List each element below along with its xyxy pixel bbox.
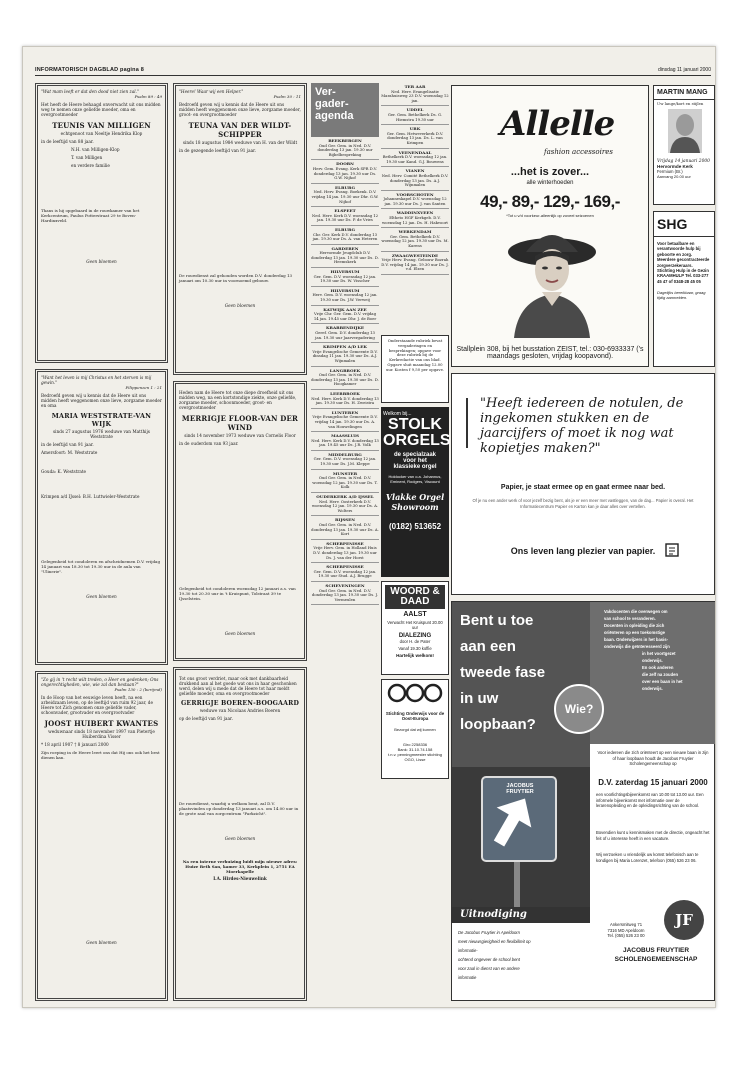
notice-lead: Bedroefd geven wij u kennis dat de Heere uit ons midden heeft weggenomen onze lieve, zorgzame moeder, groot- en overgrootmoeder [179,102,301,117]
ad-line: voor het [403,458,427,464]
death-notice-boeren [173,667,307,1001]
notice-body: Gelegenheid tot condoleren en afscheidnemen D.V. vrijdag 14 januari van 18.30 tot 19.30 uur in de aula van "Ulinerie". [41,559,161,574]
agenda-place: LUNTEREN [331,409,359,415]
agenda-details: Ned. Herv. Kerk D.V. donderdag 13 jan. 19.30 uur Ds. H. Zweistra [311,395,379,406]
agenda-details: Geref. Gem. D.V. donderdag 13 jan. 19.30 uur Jaarvergadering [315,330,375,340]
agenda-details: Oud Ger. Gem. in Ned. D.V. donderdag 13 jan. 19.30 uur Ds. J. Vermeulen [311,587,379,602]
agenda-place: UDDEL [406,107,424,113]
agenda-title [311,83,379,137]
notice-sub: sinds 27 augustus 1976 weduwe van Matthijs Weststrate [53,429,150,439]
agenda-details: Herv. Gem. D.V. woensdag 12 jan. 19.30 uur Ds. J.W. Verweij [312,292,378,303]
ad-brand: WOORD & DAAD [385,585,445,609]
ad-line: Stichting Onderwijs voor de Oost-Europa [385,711,445,721]
target-group-panel [590,602,716,744]
stolk-orgels-ad [381,407,449,577]
notice-lead: Het heeft de Heere behaagd onverwacht uit ons midden weg te nemen onze geliefde moeder, oma en overgrootmoeder [41,102,161,117]
address-line: Tel. (055) 526 23 00 [607,933,645,938]
agenda-title-line: Ver- [315,86,336,98]
agenda-place: RIJSSEN [335,517,355,523]
allelle-logo: Allelle [500,104,615,144]
school-name [596,946,716,964]
career-question-panel [452,602,590,767]
agenda-entry [311,268,379,287]
agenda-entry [311,493,379,516]
agenda-entry [311,306,379,325]
agenda-place: HILVERSUM [330,269,360,275]
shg-body: Voor betaalbare en verantwoorde hulp bij geboorte en zorg. Meerdere gecontracteerde zorgverzekeraars. Stichting Hulp in de Gezin KRAAMHULP Tel. 033-277 45 47 of 0348-28 45 05 [657,241,710,284]
agenda-place: LEERBROEK [330,390,360,396]
allelle-tagline-2: alle winterhoeden [526,180,574,186]
big-line: tweede fase [460,664,546,681]
agenda-place: KRABBENDIJKE [326,325,364,331]
allelle-smallprint: *Tot u v/d voorkeur-alleenlijk op zoveel seizoenen [506,213,594,218]
address-line: 7316 MD Apeldoorn [607,927,645,933]
death-notice-milligen [35,83,168,363]
agenda-place: HILVERSUM [330,287,360,293]
ad-line: Hartelijk welkom! [396,653,434,658]
agenda-entry [311,451,379,470]
notice-signoff: Geen bloemen [224,631,256,636]
martin-place-2: Fermium (Br.) [657,169,683,174]
agenda-entry [311,563,379,582]
target-group-line: in het voortgezet [642,651,676,656]
notice-age: in de leeftijd van 88 jaar. [41,139,94,144]
target-group-line: En ook anderen [642,665,674,670]
jacobus-fruytier-ad [451,601,715,1001]
agenda-entry [381,191,449,210]
school-address [596,922,656,939]
portrait-photo [668,109,702,153]
agenda-details: Chr. Ger. Kerk D.V. donderdag 13 jan. 19.30 uur Ds. A. van Heteren [312,231,378,242]
big-line: aan een [460,638,516,655]
family-line: Gouda: K. Weststrate [41,469,87,474]
notice-name: GERRIGJE BOEREN-BOOGAARD [180,700,300,707]
agenda-entry [311,207,379,226]
invitation-line: informatie- [458,948,478,953]
agenda-details: Oud Ger. Gem. in Ned. D.V. donderdag 13 jan. 19.30 uur Ds. A. Kort [311,522,379,537]
pen-icon [466,398,478,448]
death-notice-floor [173,381,307,661]
notice-quote: "Wat mam leeft er dat den dood niet zien zal." [41,89,139,94]
invitation-line: informatie [458,975,477,980]
agenda-place: DOORN [336,161,354,167]
invitation-banner: Uitnodiging [452,907,590,923]
agenda-place: KATWIJK AAN ZEE [323,306,367,312]
agenda-details: Eltheto HGF Kerkgeb. D.V. woensdag 12 jan. Ds. H. Hakvoort [382,215,448,225]
notice-signoff: Geen bloemen [224,836,256,841]
agenda-title-line: agenda [315,110,354,122]
notice-signoff: Geen bloemen [86,594,117,599]
ad-line: Vanaf 19.30 koffie [398,646,432,651]
martin-sub: Uw lange/kort en stijlen [657,101,704,106]
agenda-list [311,137,379,605]
agenda-details: Herv. Gem. Evang. Kerk SPR D.V. donderdag 13 jan. 19.30 uur Ds. G.W. Nijhof [312,165,378,181]
martin-time: Aanvang 20.00 uur [657,174,691,179]
agenda-place: ELSPEET [334,208,356,214]
notice-signoff: Geen bloemen [86,940,117,945]
ad-phone: (0182) 513652 [388,522,442,531]
notice-body: Zijn roeping in de Heere leert ons dat Hij ons ook het best dienen kan. [41,750,160,760]
notice-age: in de gezegende leeftijd van 91 jaar. [179,148,256,153]
woman-in-hat-photo [504,222,600,338]
agenda-place: GARDEREN [331,245,359,251]
agenda-place: MAASSLUIS [331,433,359,439]
papier-body: Of je nu een ander werk of voor jezelf bezig bent, als je er een meer met vastleggen, van de dag... Papier is overal. Het Informatiecentrum Papier en Karton kan je daar alles over vertellen. [472,498,694,509]
death-notice-vanderwildt [173,83,307,375]
agenda-details: Oud Ger. Gem. in Ned. D.V. donderdag 13 jan. 19.30 uur Ds. D. Hoogkamer [311,372,379,387]
agenda-details: Hervormde Jeugdclub D.V. donderdag 13 jan. 19.30 uur Ds. D. Heemskerk [311,250,379,265]
ad-line: Welkom bij... [383,411,412,417]
school-name-line: JACOBUS FRUYTIER [622,947,690,954]
allelle-prices: 49,- 89,- 129,- 169,- [480,192,620,211]
agenda-entry [311,582,379,605]
family-line: Amersfoort: M. Weststrate [41,450,98,455]
header-rule [35,75,711,76]
agenda-place: OUDERKERK A/D IJSSEL [316,494,374,500]
wie-badge: Wie? [554,684,604,734]
notice-name: TEUNIS VAN MILLIGEN [52,121,151,130]
address-notice: Na een interne verhuizing luidt mijn nieuwe adres: Huize Beth San, kamer 33, Kerkplein 1, 2751 EA Moerkapelle [182,859,298,874]
agenda-place: VIANEN [405,168,425,174]
ogo-logo-icon [385,683,445,703]
agenda-place: WADDINXVEEN [396,210,434,216]
notice-quote: "Want het leven is mij Christus en het sterven is mij gewin." [41,375,152,385]
newspaper-page [22,46,716,1008]
ad-line: t.n.v. penningmeester stichting OGO, Lisse [388,752,442,762]
martin-mans-ad [653,85,715,205]
target-group-line: onderwijs. [642,686,663,691]
family-line: Krimpen a/d IJssel: B.H. Luttwieler-Weststrate [41,494,140,499]
agenda-notice: Onderstaande rubriek bevat vergaderingen en besprekingen; opgave voor deze rubriek bij de Kerkredactie van ons blad. Opgave sluit maandag 12.00 uur. Kosten f 9,50 per opgave. [381,335,449,403]
agenda-entry [311,516,379,539]
road-sign-photo [452,767,590,907]
target-group-line: die zelf na zouden [642,672,679,677]
agenda-entry [381,167,449,190]
ad-line: Holdocker van o.a. Johannus, Eminent, Rodgers, Viscount [388,474,442,484]
notice-sub: echtgenoot van Neeltje Hendrika Klop [60,131,143,136]
notice-quote-ref: Filippenzen 1 : 21 [125,385,162,390]
agenda-details: Ger. Gem. Bethelkerk D.V. woensdag 12 jan. 19.30 uur Ds. M. Karens [381,233,449,249]
allelle-ad [451,85,649,367]
agenda-entry [311,226,379,245]
sign-text: FRUYTIER [506,789,534,795]
agenda-entry [311,287,379,306]
info-lead: Voor iedereen die zich oriënteert op een nieuwe baan in zijn of haar loopbaan houdt de Jacobus Fruytier Scholengemeenschap op [597,750,709,766]
notice-age: in de leeftijd van 91 jaar. [41,442,94,447]
page-header-left: INFORMATORISCH DAGBLAD pagina 8 [35,67,144,73]
info-body-3: Wij verzoeken u vriendelijk uw komst telefonisch aan te kondigen bij Maria Lorenzet, telefoon (055) 526 23 06. [596,852,699,863]
allelle-tagline: ...het is zover... [510,166,590,178]
agenda-details: Ned. Herv. Evangelisatie Marahuisweg 23 D.V. woensdag 12 jan. [381,88,449,103]
agenda-entry [311,390,379,409]
notice-lead: Tot ons groot verdriet, maar ook met dankbaarheid drukkend aan al het goede wat ons in haar geschonken werd, delen wij u mede dat de Heere tot haar meldt geliefde moeder, oma en overgrootmoeder [179,676,297,696]
notice-body: De rouwdienst zal gehouden worden D.V. donderdag 13 januari om 10.30 uur in voornoemd gebouw. [179,273,293,283]
notice-body: Gelegenheid tot condoleren woensdag 12 januari a.s. van 19.30 tot 20.30 uur in 't Kruispunt, Tolstraat 39 te IJsselstein. [179,586,296,601]
notice-lead: Heden nam de Heere tot onze diepe droefheid uit ons midden weg, na een kortstondige ziekte, onze geliefde, zorgzame moeder, schoonmoeder, groot- en overgrootmoeder [179,390,297,410]
agenda-entry [311,184,379,207]
agenda-title-line: gader- [315,98,349,110]
agenda-entry [381,125,449,148]
notice-quote-ref: Psalm 89 : 49 [134,94,162,99]
agenda-place: ZWAAGWESTEINDE [391,252,439,258]
info-date: D.V. zaterdag 15 januari 2000 [598,778,708,787]
notice-quote: "Heere! Waar wij een Helper." [179,89,244,94]
invitation-line: voor zaal in dienst van en andere [458,966,520,971]
agenda-place: SCHERPENISSE [326,564,364,570]
papier-subhead: Papier, je staat ermee op en gaat ermee naar bed. [500,484,666,491]
paper-icon [664,542,680,558]
school-name-line: SCHOLENGEMEENSCHAP [614,956,698,963]
notice-sub: sinds 14 november 1973 weduwe van Cornelis Floor [184,433,296,438]
ad-line: klassieke orgel [393,464,437,470]
ad-line: door H. de Pater [399,639,431,644]
target-group-line: over een baan in het [642,679,683,684]
notice-quote-ref: Psalm 30 : 11 [273,94,301,99]
allelle-address: Stallplein 308, bij het busstation ZEIST, tel.: 030-6933337 ('s maandags gesloten, vrijdag koopavond). [456,346,644,360]
agenda-entry [381,106,449,125]
agenda-entry [381,252,449,275]
notice-lead: In de Hoop van het eeuwige leven heeft, na een arbeidzaam leven, op de leeftijd van ruim 92 jaar, de Heere tot Zich genomen onze geliefde vader, schoonvader, grootvader en overgrootvader [41,695,153,715]
agenda-entry [311,324,379,343]
agenda-entry [311,137,379,160]
papier-headline: "Heeft iedereen de notulen, de ingekomen stukken en de jaarcijfers of moet ik nog wat kopietjes maken?" [480,396,684,456]
notice-sub: sinds 18 augustus 1984 weduwe van H. van der Wildt [182,140,298,145]
family-line: T. van Milligen [71,155,103,160]
invitation-line: De Jacobus Fruytier in Apeldoorn [458,930,520,935]
agenda-details: Ned. Herv. Kerk D.V. donderdag 13 jan. 19.45 uur Ds. J.R. Volk [311,437,379,448]
notice-body: Thans is hij opgebaard in de rouwkamer van het Kerkcentrum, Paulus Potterstraat 29 te Boven-Hardinxveld. [41,208,140,223]
agenda-details: Ger. Gem. Hetweverkerk D.V. donderdag 13 jan. Ds. L. van Krimpen [386,130,444,145]
agenda-place: VOORSCHOTEN [396,191,434,197]
invitation-text [458,928,586,982]
agenda-details: Johanneskapel D.V. woensdag 12 jan. 19.30 uur Ds. J. van Santen [383,196,447,206]
agenda-entry [381,228,449,251]
agenda-place: URK [409,126,421,132]
agenda-entry [311,432,379,451]
notice-name: JOOST HUIBERT KWANTES [44,719,159,728]
agenda-place: KRIMPEN A/D LEK [323,344,367,350]
target-group-list [590,602,716,692]
agenda-entry [311,160,379,183]
notice-dates: * 18 april 1907 † 8 januari 2000 [41,742,109,747]
agenda-entry [311,470,379,493]
target-group-line: Docenten in opleiding die zich [604,623,665,628]
notice-lead: Bedroefd geven wij u kennis dat de Heere uit ons midden heeft weggenomen onze lieve, zorgzame moeder en oma [41,393,162,408]
ad-line: de specialzaak [393,452,437,458]
shg-logo: SHG [654,212,714,237]
meeting-agenda [311,83,379,1003]
notice-quote: "Zo gij in 't recht wilt treden, o Heer en gedenken; Ons ongerechtigheden, wie, wie zal dan bestaan?" [41,677,159,687]
agenda-place: WERKENDAM [398,229,432,235]
agenda-place: BEEKBERGEN [328,138,362,143]
jf-logo: JF [664,900,704,940]
agenda-entry [311,540,379,563]
agenda-place: ELBURG [335,184,355,190]
notice-family [41,450,162,499]
family-line: N.H. van Milligen-Klop [71,147,120,152]
agenda-details: Vrije Evangelische Gemeente D.V. vrijdag 14 jan. 19.30 uur Ds. A. van Houwelingen [312,414,378,429]
target-group-line: Vakdocenten die overwegen om [604,609,668,614]
agenda-details: Ned. Herv. Evang. Boekenk. D.V. vrijdag 14 jan. 19.30 uur Dhr. G.W. Nijhof [311,189,379,204]
notice-signoff: Geen bloemen [224,303,256,308]
notice-family [41,147,162,168]
ad-line: DIALEZING [398,633,432,639]
address-notice-name: I.A. Hirdes-Nieuwelink [213,876,267,881]
agenda-place: ELBURG [335,226,355,232]
notice-quote-ref: Psalm 130 : 2 (berijmd) [114,687,162,692]
martin-title: MARTIN MANG [654,86,714,100]
invitation-line: ochtend ongeveer de school bent [458,957,520,962]
agenda-list-continued [381,83,449,333]
target-group-line: baan. Onderwijzers in het basis- [604,637,668,642]
agenda-details: Vrije Herv. Gem. in Holland Huis D.V. donderdag 13 jan. 19.30 uur Ds. J. van der Horst [313,545,377,560]
target-group-line: onderwijs die geïnteresseerd zijn [604,644,670,649]
martin-date: Vrijdag 14 januari 2000 [657,159,710,164]
woord-daad-ad [381,581,449,675]
notice-sub: weduwe van Nicolaas Andries Boeren [199,708,281,713]
notice-body: De rouwdienst, waarbij u welkom bent, zal D.V. plaatsvinden op donderdag 13 januari a.s. om 14.00 uur in de grote zaal van zorgcentrum "Parkzicht". [179,801,299,816]
info-body-2: Bovendien kunt u kennismaken met de directie, ongeacht het feit of u interesse heeft in een vacature. [596,830,710,841]
agenda-place: MIDDELBURG [328,451,362,457]
agenda-entry [381,209,449,228]
agenda-place: SCHERPENISSE [326,540,364,546]
shg-ad [653,211,715,367]
family-line: en verdere familie [71,163,110,168]
notice-signoff: Geen bloemen [86,259,117,264]
agenda-details: Ned. Herv. Oosterkerk D.V. woensdag 12 jan. 19.30 uur Ds. A. Wolters [311,498,379,513]
big-line: loopbaan? [460,716,536,733]
agenda-details: Ger. Gem. D.V. woensdag 12 jan. 19.30 uur Ds. W. Visscher [313,273,377,284]
agenda-place: VEENENDAAL [398,149,432,155]
allelle-subtitle: fashion accessoires [544,148,613,156]
notice-name: MARIA WESTSTRATE-VAN WIJK [51,412,152,428]
agenda-entry [311,245,379,268]
agenda-place: SCHEVENINGEN [325,582,365,588]
agenda-details: Vrije Evangelische Gemeente D.V. dinsdag 11 jan. 19.30 uur Ds. A.J. Wijnmalen [312,348,378,363]
ad-brand-2: ORGELS [383,432,451,449]
agenda-details: Bethelkerk D.V. woensdag 12 jan. 19.30 uur Kand. G.J. Bouwens [382,154,448,164]
agenda-details: Ger. Gem. Bethelkerk Ds. G. Hiemstra 19.30 uur [387,111,443,122]
big-line: Bent u toe [460,612,534,629]
ogo-ad [381,679,449,779]
agenda-details: Ger. Gem. D.V. woensdag 12 jan. 19.30 uur Ds. J.M. Kleppe [313,456,377,467]
agenda-details: Ger. Gem. D.V. woensdag 12 jan. 19.30 uur Stud. A.J. Brugge [313,568,377,579]
agenda-details: Vrije Herv. Evang. Gebouw Bozrah D.V. vrijdag 14 jan. 19.30 uur Ds. J. v.d. Elzen [381,257,449,272]
page-header-date: dinsdag 11 januari 2000 [657,67,711,73]
agenda-entry [311,367,379,390]
address-line: Ankersmitweg 71 [609,922,643,927]
agenda-entry [381,149,449,168]
ad-line: Vlakke Orgel Showroom [385,492,445,512]
ad-line: Verwacht Het Kruispunt 20.00 uur [387,620,443,630]
notice-name: MERRIGJE FLOOR-VAN DER WIND [181,414,299,432]
agenda-details: Ned. Herv. Kerk D.V. woensdag 12 jan. 19.30 uur Ds. P. de Vries [311,212,379,223]
death-notice-kwantes [35,671,168,1001]
shg-foot: Dagelijks bereikbaar, graag tijdig aanmelden. [657,290,706,301]
notice-age: op de leeftijd van 91 jaar. [179,716,233,721]
target-group-line: van school te veranderen. [604,616,656,621]
agenda-place: LANGBROEK [329,367,361,373]
agenda-entry [311,343,379,366]
ad-line: Bank: 31.10.74.158 [397,747,433,752]
agenda-details: Oud Ger. Gem. in Ned. D.V. donderdag 13 jan. 19.30 uur Bijbelbespreking [317,142,373,157]
notice-name: TEUNA VAN DER WILDT-SCHIPPER [188,121,292,139]
martin-place: Hervormde Kerk [657,164,693,169]
invitation-line: meet nieuwsgierigheid en flexibiliteit op [458,939,531,944]
sign-text: JACOBUS [506,783,534,789]
papier-closer: Ons leven lang plezier van papier. [510,546,656,556]
ad-brand: STOLK [388,416,442,433]
notice-age: in de ouderdom van 93 jaar. [179,441,239,446]
agenda-entry [311,409,379,432]
ad-line: Giro 2258336 [402,742,428,747]
agenda-details: Vrije Chr. Ger. Gem. D.V. vrijdag 14 jan. 19.45 uur Dhr. J. de Boer [313,311,377,321]
notice-sub: weduwnaar sinds 18 november 1997 van Pietertje Huiberdina Visser [48,729,155,739]
target-group-line: onderwijs. [642,658,663,663]
agenda-entry [381,83,449,106]
big-line: in uw [460,690,499,707]
agenda-place: MUNSTER [332,470,358,476]
ad-line: AALST [403,611,427,618]
death-notice-weststrate [35,369,168,665]
agenda-details: Oud Ger. Gem. in Ned. D.V. woensdag 12 jan. 19.30 uur Ds. T. Kolk [312,475,378,490]
target-group-line: oriënteren op een toekomstige [604,630,665,635]
agenda-details: Ned. Herv. Comité Bethelkerk D.V. donderdag 13 jan. Ds. A.J. Wijnmalen [381,172,449,188]
papier-ad [451,373,715,595]
info-body: een voorlichtingsbijeenkomst van 10.00 tot 13.00 uur. Een informele bijeenkomst met informatie over de lerarenopleiding en de opleidingsrichting van de school. [596,792,704,808]
agenda-place: TER AAR [404,84,426,89]
ad-line: Bezorgd dat wij kunnen [394,727,436,732]
